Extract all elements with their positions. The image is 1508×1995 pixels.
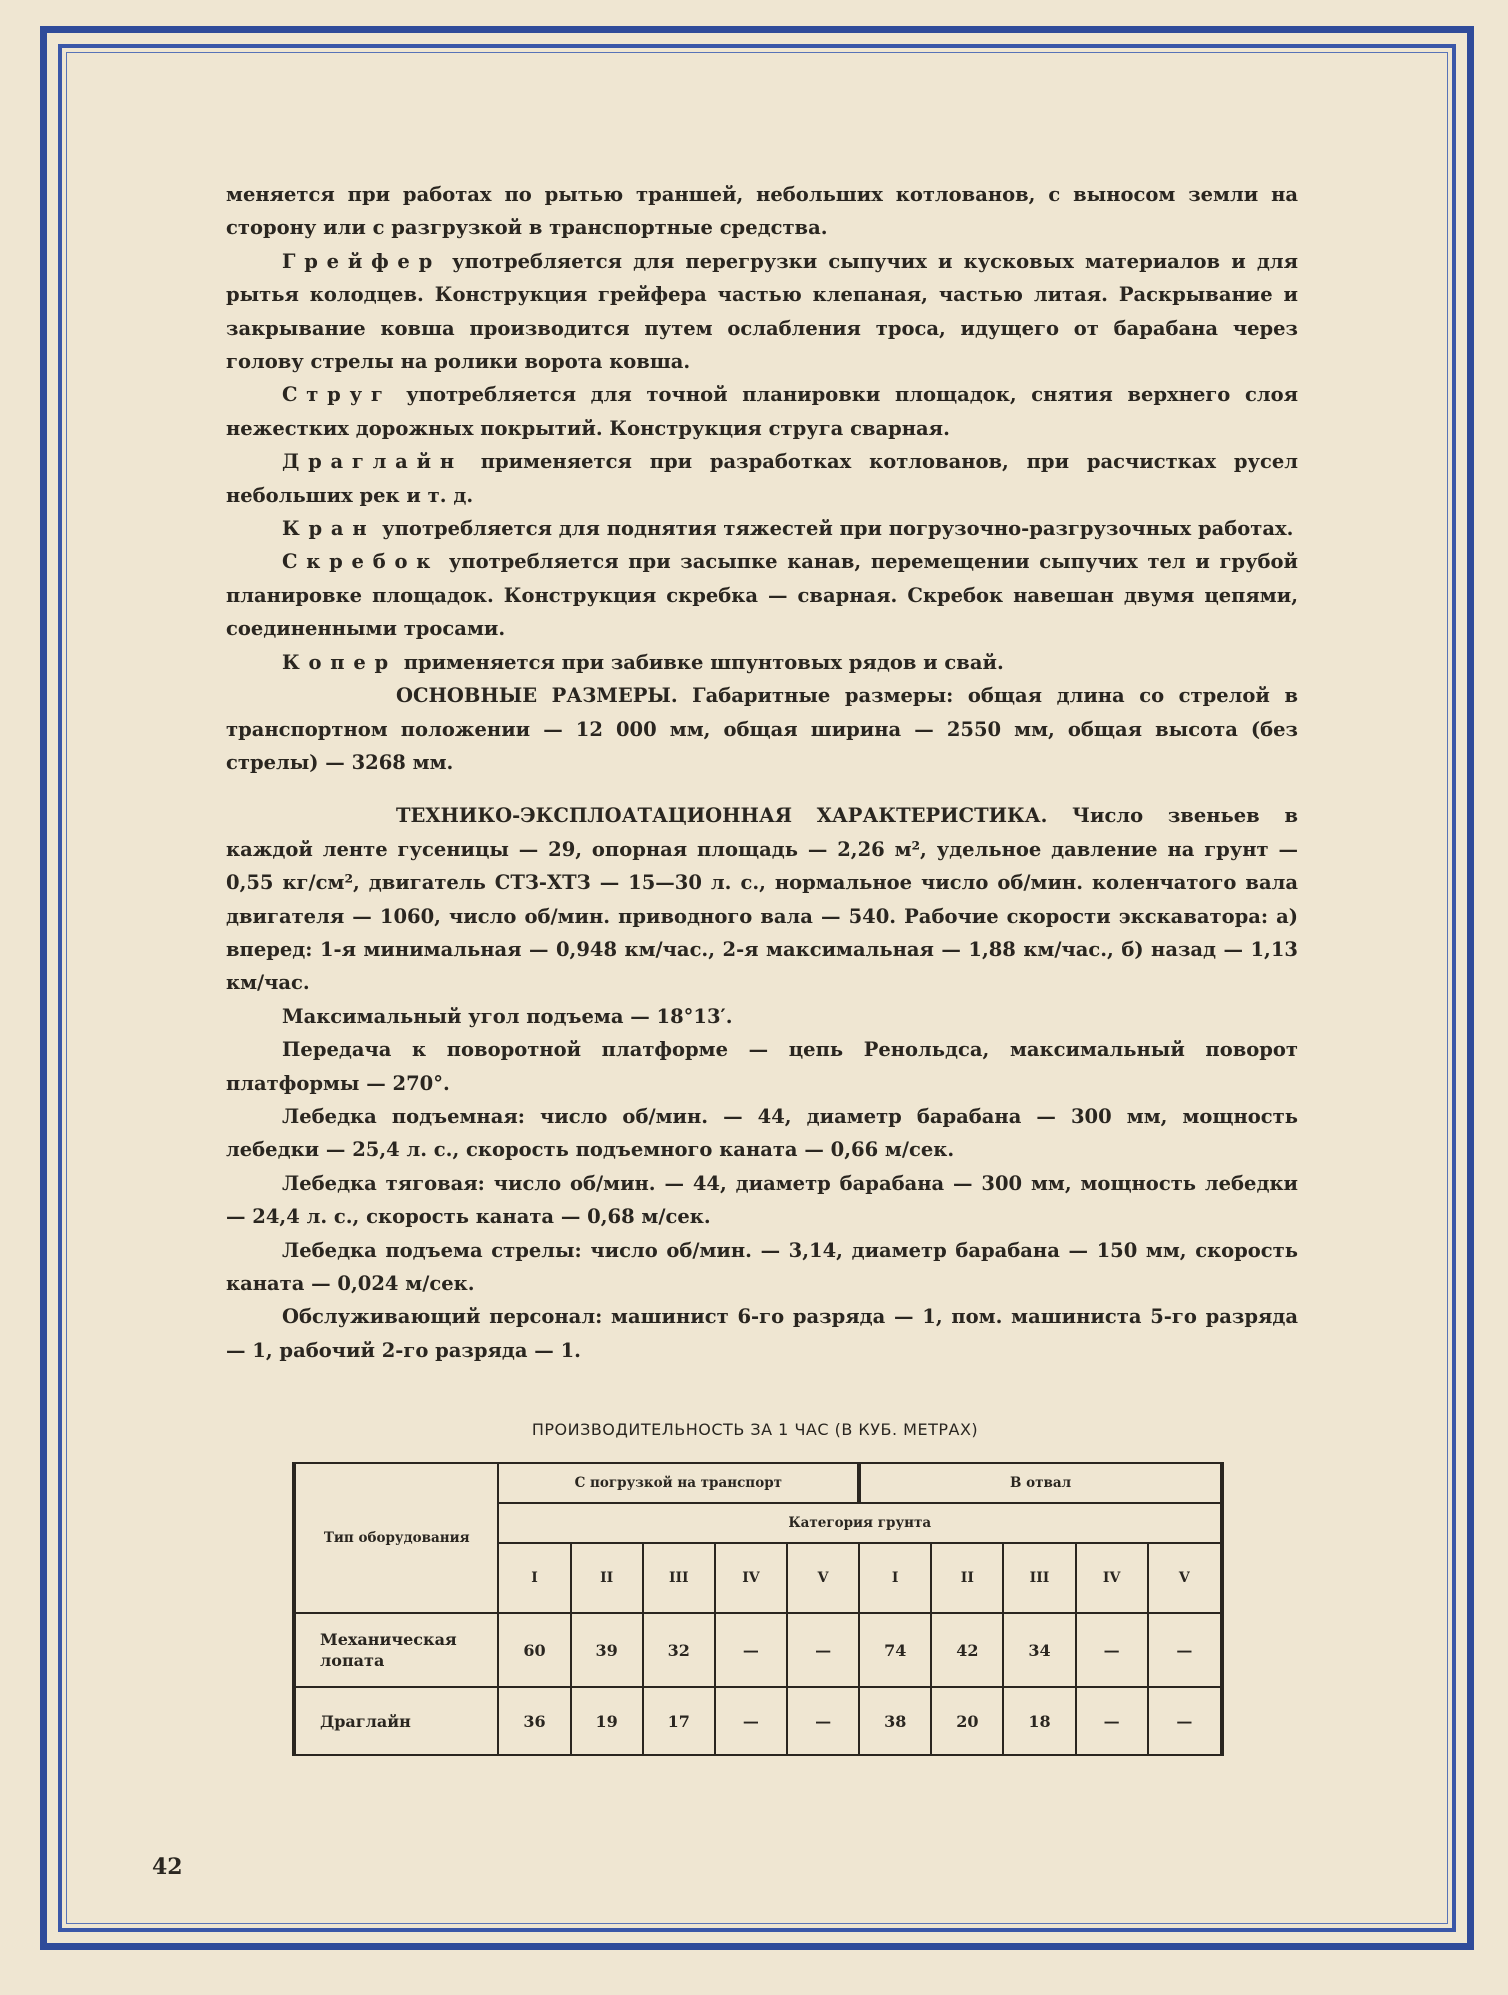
table-cell: — bbox=[715, 1687, 787, 1755]
paragraph: меняется при работах по рытью траншей, небольших котлованов, с выносом земли на сторону или с разгрузкой в транспортные средства. bbox=[226, 183, 1298, 240]
term: Драглайн bbox=[282, 450, 463, 474]
table-cell: 20 bbox=[931, 1687, 1003, 1755]
table-cell: 38 bbox=[859, 1687, 931, 1755]
paragraph-pile-driver: Копер применяется при забивке шпунтовых рядов и свай. bbox=[282, 650, 1004, 674]
table-cell: — bbox=[787, 1687, 859, 1755]
paragraph: Передача к поворотной платформе — цепь Ренольдса, максимальный поворот платформы — 270°. bbox=[226, 1038, 1298, 1095]
term: Кран bbox=[282, 517, 376, 541]
paragraph-scraper: Скребок употребляется при засыпке канав, перемещении сыпучих тел и грубой планировке площадок. Конструкция скребка — сварная. Скребок навешан двумя цепями, соединенными тросами. bbox=[226, 550, 1298, 641]
table-cell: 32 bbox=[643, 1613, 715, 1687]
body-text bbox=[226, 178, 1298, 1367]
term: Скребок bbox=[282, 550, 440, 574]
table-cell: 17 bbox=[643, 1687, 715, 1755]
table-cell: 74 bbox=[859, 1613, 931, 1687]
category-header: V bbox=[1148, 1543, 1222, 1613]
table-cell: — bbox=[1076, 1687, 1148, 1755]
row-label: Механическая лопата bbox=[294, 1613, 498, 1687]
paragraph-dragline: Драглайн применяется при разработках котлованов, при расчистках русел небольших рек и т. д. bbox=[226, 450, 1298, 507]
group-header-dump: В отвал bbox=[859, 1463, 1222, 1503]
paragraph-specs: ТЕХНИКО-ЭКСПЛОАТАЦИОННАЯ ХАРАКТЕРИСТИКА. Число звеньев в каждой ленте гусеницы — 29, опорная площадь — 2,26 м², удельное давление на грунт — 0,55 кг/см², двигатель СТЗ-ХТЗ — 15—30 л. с., нормальное число об/мин. коленчатого вала двигателя — 1060, число об/мин. приводного вала — 540. Рабочие скорости экскаватора: а) вперед: 1-я минимальная — 0,948 км/час., 2-я максимальная — 1,88 км/час., б) назад — 1,13 км/час. bbox=[226, 804, 1298, 995]
table-cell: 60 bbox=[498, 1613, 570, 1687]
table-row bbox=[294, 1613, 1222, 1687]
term: Струг bbox=[282, 383, 392, 407]
category-header: II bbox=[571, 1543, 643, 1613]
paragraph-strug: Струг употребляется для точной планировки площадок, снятия верхнего слоя нежестких дорожных покрытий. Конструкция струга сварная. bbox=[226, 383, 1298, 440]
paragraph-dimensions: ОСНОВНЫЕ РАЗМЕРЫ. Габаритные размеры: общая длина со стрелой в транспортном положении — 12 000 мм, общая ширина — 2550 мм, общая высота (без стрелы) — 3268 мм. bbox=[226, 684, 1298, 774]
paragraph-grab: Грейфер употребляется для перегрузки сыпучих и кусковых материалов и для рытья колодцев. Конструкция грейфера частью клепаная, частью литая. Раскрывание и закрывание ковша производится путем ослабления троса, идущего от барабана через голову стрелы на ролики ворота ковша. bbox=[226, 249, 1298, 374]
row-label: Драглайн bbox=[294, 1687, 498, 1755]
paragraph: Лебедка подъема стрелы: число об/мин. — 3,14, диаметр барабана — 150 мм, скорость каната — 0,024 м/сек. bbox=[226, 1238, 1298, 1295]
term: Копер bbox=[282, 650, 397, 674]
paragraph: Максимальный угол подъема — 18°13′. bbox=[282, 1004, 733, 1028]
soil-category-header: Категория грунта bbox=[498, 1503, 1222, 1543]
table-cell: — bbox=[787, 1613, 859, 1687]
table-cell: 42 bbox=[931, 1613, 1003, 1687]
table-cell: 39 bbox=[571, 1613, 643, 1687]
category-header: IV bbox=[1076, 1543, 1148, 1613]
group-header-load: С погрузкой на транспорт bbox=[498, 1463, 859, 1503]
table-title: ПРОИЗВОДИТЕЛЬНОСТЬ ЗА 1 ЧАС (В КУБ. МЕТРАХ) bbox=[531, 1420, 979, 1439]
table-cell: 19 bbox=[571, 1687, 643, 1755]
category-header: IV bbox=[715, 1543, 787, 1613]
category-header: II bbox=[931, 1543, 1003, 1613]
category-header: I bbox=[859, 1543, 931, 1613]
table-cell: — bbox=[1148, 1613, 1222, 1687]
table-row bbox=[294, 1687, 1222, 1755]
paragraph: Обслуживающий персонал: машинист 6-го разряда — 1, пом. машиниста 5-го разряда — 1, рабочий 2-го разряда — 1. bbox=[226, 1305, 1298, 1362]
table-cell: — bbox=[1076, 1613, 1148, 1687]
table-cell: 18 bbox=[1003, 1687, 1075, 1755]
category-header: V bbox=[787, 1543, 859, 1613]
term: Грейфер bbox=[282, 249, 442, 273]
category-header: I bbox=[498, 1543, 570, 1613]
category-header: III bbox=[1003, 1543, 1075, 1613]
paragraph: Лебедка подъемная: число об/мин. — 44, диаметр барабана — 300 мм, мощность лебедки — 25,4 л. с., скорость подъемного каната — 0,66 м/сек. bbox=[226, 1104, 1298, 1162]
category-header: III bbox=[643, 1543, 715, 1613]
section-heading: ОСНОВНЫЕ РАЗМЕРЫ. bbox=[396, 684, 678, 708]
page-number: 42 bbox=[152, 1854, 183, 1880]
table-cell: — bbox=[715, 1613, 787, 1687]
section-heading: ТЕХНИКО-ЭКСПЛОАТАЦИОННАЯ ХАРАКТЕРИСТИКА. bbox=[396, 804, 1048, 828]
paragraph: Лебедка тяговая: число об/мин. — 44, диаметр барабана — 300 мм, мощность лебедки — 24,4 л. с., скорость каната — 0,68 м/сек. bbox=[226, 1171, 1298, 1229]
table-cell: 36 bbox=[498, 1687, 570, 1755]
table-cell: — bbox=[1148, 1687, 1222, 1755]
table-cell: 34 bbox=[1003, 1613, 1075, 1687]
paragraph-crane: Кран употребляется для поднятия тяжестей при погрузочно-разгрузочных работах. bbox=[282, 517, 1294, 541]
performance-table bbox=[292, 1462, 1224, 1756]
column-header-type: Тип оборудования bbox=[294, 1463, 498, 1613]
